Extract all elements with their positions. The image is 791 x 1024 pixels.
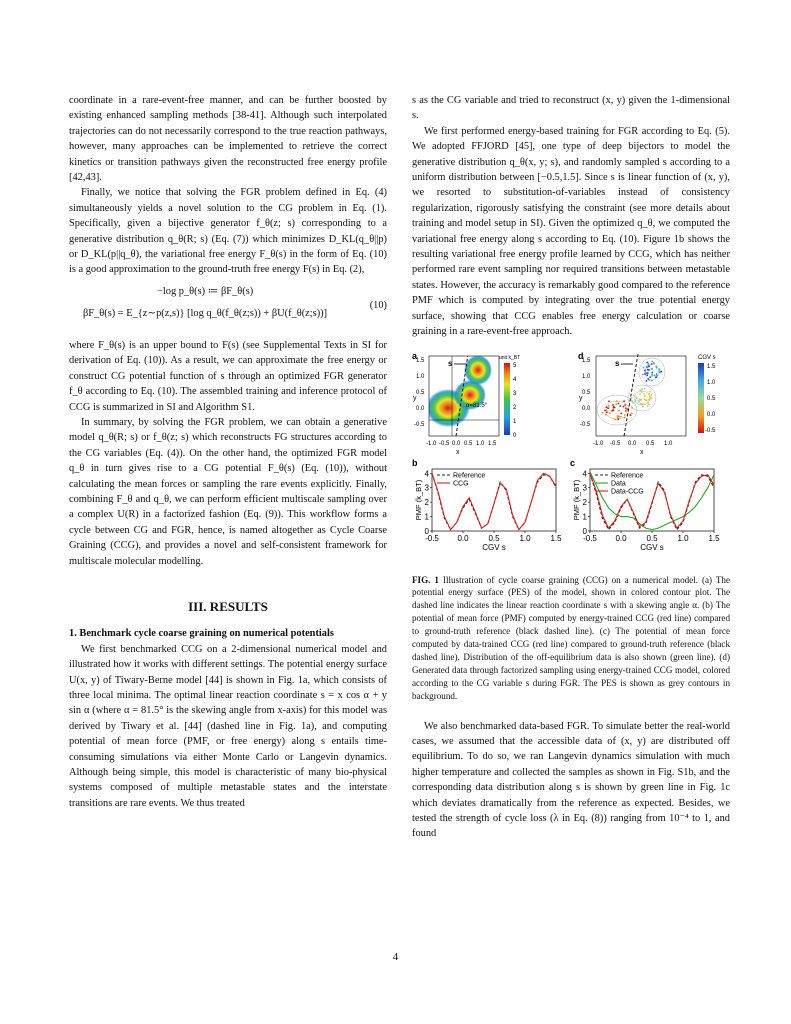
paragraph: We first benchmarked CCG on a 2-dimensional numerical model and illustrated how it works with different settings. The potential energy surface U(x, y) of Tiwary-Berne model [44] is shown in Fig. 1a, which consists of three local minima. The optimal linear reaction coordinate s = x cos α + y sin α (where α = 81.5° is the skewing angle from x-axis) for this model was derived by Tiwary et al. [44] (dashed line in Fig. 1a), and computing potential of mean force (PMF, or free energy) along s entails time-consuming simulations via either Monte Carlo or Langevin dynamics. Although being simple, this model is characteristic of many bio-physical systems composed of multiple metastable states and the interstate transitions are rare events. We thus treated	[69, 643, 387, 809]
sample-point	[624, 414, 626, 416]
x-tick: 0.0	[628, 440, 637, 447]
sample-point	[648, 392, 650, 394]
sample-point	[642, 403, 644, 405]
sample-point	[649, 398, 651, 400]
sample-point	[639, 393, 641, 395]
sample-point	[650, 396, 652, 398]
sample-point	[620, 415, 622, 417]
caption-label: FIG. 1	[412, 574, 439, 585]
colorbar-tick: 0	[513, 432, 517, 439]
x-tick-label: 0.0	[457, 533, 469, 543]
x-tick-label: 1.0	[677, 533, 689, 543]
sample-point	[605, 413, 607, 415]
x-tick: 0.5	[464, 440, 473, 447]
colorbar-tick: 5	[513, 362, 517, 369]
x-tick: 0.0	[452, 440, 461, 447]
y-tick-label: 2	[424, 497, 429, 507]
sample-point	[623, 405, 625, 407]
sample-point	[644, 395, 646, 397]
sample-point	[648, 403, 650, 405]
x-tick: 1.0	[476, 440, 485, 447]
sample-point	[609, 412, 611, 414]
panel-label-d: d	[578, 350, 584, 361]
y-axis-label: PMF (k_BT)	[414, 479, 423, 520]
sample-point	[647, 401, 649, 403]
sample-point	[615, 403, 617, 405]
sample-point	[640, 398, 642, 400]
x-tick-label: 0.5	[488, 533, 500, 543]
figure-1-caption	[412, 574, 730, 703]
y-tick-label: 1	[582, 512, 587, 522]
sample-point	[642, 373, 644, 375]
equation-10	[69, 282, 387, 336]
sample-point	[644, 373, 646, 375]
panel-label-a: a	[412, 350, 418, 361]
sample-point	[618, 409, 620, 411]
sample-point	[614, 418, 616, 420]
page-number: 4	[392, 951, 399, 963]
paragraph: where F_θ(s) is an upper bound to F(s) (see Supplemental Texts in SI for derivation of Eq. (10)). As a result, we can approximate the free energy or construct CG potential function of s through an optimized FGR generator f_θ according to Eq. (10). The assembled training and inference protocol of CCG is summarized in SI and Algorithm S1.	[69, 339, 387, 413]
sample-point	[620, 412, 622, 414]
x-axis-label: CGV s	[482, 542, 506, 552]
panel-a-colorbar-title: unit k_BT	[499, 354, 521, 361]
sample-point	[608, 400, 610, 402]
chart-frame	[432, 469, 556, 531]
caption-text: Illustration of cycle coarse graining (CCG) on a numerical model. (a) The potential energy surface (PES) of the model, shown in colored contour plot. The dashed line indicates the linear reaction coordinate s with a skewing angle α. (b) The potential of mean force (PMF) computed by energy-trained CCG (red line) compared to ground-truth reference (black dashed line). (c) The potential of mean force computed by data-trained CCG (red line) compared to ground-truth reference (black dashed line). Distribution of the off-equilibrium data is also shown (green line). (d) Generated data through factorized sampling using energy-trained CCG model, colored according to the CG variable s during FGR. The PES is shown as grey contours in background.	[412, 574, 730, 701]
figure-1-svg	[412, 348, 730, 570]
panel-d-colorbar-ticks	[705, 364, 716, 434]
sample-point	[611, 409, 613, 411]
paragraph: We first performed energy-based training for FGR according to Eq. (5). We adopted FFJORD [45], one type of deep bijectors to model the generative distribution q_θ(x, y; s), and randomly sampled s according to a uniform distribution between [−0.5,1.5]. Since s is linear function of (x, y), we resorted to substitution-of-variables instead of consistency regularization, rigorously satisfying the constraint (see more details about training and model setup in SI). Given the optimized q_θ, we computed the variational free energy along s according to Eq. (10). Figure 1b shows the resulting variational free energy profile learned by CCG, which has neither performed rare event sampling nor required transitions between metastable states. However, the accuracy is remarkably good compared to the reference PMF which is computed by integrating over the true potential energy surface, showing that CCG enables free energy calculation or coarse graining in a rare-event-free approach.	[412, 125, 730, 338]
sample-point	[624, 404, 626, 406]
panel-d-s-label: s	[615, 358, 620, 368]
sample-point	[648, 379, 650, 381]
y-tick: -0.5	[414, 421, 425, 428]
sample-point	[658, 368, 660, 370]
sample-point	[631, 412, 633, 414]
paragraph: s as the CG variable and tried to reconstruct (x, y) given the 1-dimensional s.	[412, 95, 730, 122]
x-tick: -0.5	[610, 440, 621, 447]
sample-point	[631, 407, 633, 409]
sample-point	[651, 363, 653, 365]
equation-line-1: −log p_θ(s) ≔ βF_θ(s)	[157, 285, 254, 297]
sample-point	[649, 376, 651, 378]
sample-point	[625, 407, 627, 409]
colorbar-tick: 3	[513, 390, 517, 397]
section-title: III. RESULTS	[188, 598, 268, 614]
paragraph: We also benchmarked data-based FGR. To simulate better the real-world cases, we assumed that the accessible data of (x, y) are distributed off equilibrium. To do so, we ran Langevin dynamics simulation with much higher temperature and collected the samples as shown in Fig. S1b, and the corresponding data distribution along s is shown by green line in Fig. 1c which deviates dramatically from the reference as expected. Besides, we tested the strength of cycle loss (λ in Eq. (8)) ranging from 10⁻⁴ to 1, and found	[412, 720, 730, 840]
colorbar-tick: 0.0	[707, 411, 716, 418]
panel-a-colorbar-ticks	[513, 363, 517, 439]
x-tick: 1.5	[488, 440, 497, 447]
panel-d-yticks	[580, 358, 591, 428]
panel-d-colorbar	[698, 363, 704, 433]
colorbar-tick: 1.5	[707, 363, 716, 370]
y-tick-label: 2	[582, 497, 587, 507]
sample-point	[617, 415, 619, 417]
sample-point	[653, 362, 655, 364]
legend-label: Data	[611, 480, 626, 487]
legend-label: CCG	[453, 480, 469, 487]
sample-point	[649, 390, 651, 392]
panel-label-c: c	[570, 457, 576, 468]
y-tick-label: 4	[582, 468, 587, 478]
sample-point	[651, 379, 653, 381]
colorbar-tick: 0.5	[707, 395, 716, 402]
paragraph: In summary, by solving the FGR problem, we can obtain a generative model q_θ(R; s) or f_θ(z; s) which reconstructs FG structures according to the CG variables (Eq. (4)). On the other hand, the optimized FGR model q_θ in turn gives rise to a CG potential F_θ(s) (Eq. (10)), without calculating the mean forces or sampling the rare events explicitly. Finally, combining F_θ and q_θ, we can perform efficient multiscale sampling over a complex U(R) in a factorized fashion (Eq. (9)). This workflow forms a cycle between CG and FGR, hence, is named altogether as Cycle Coarse Graining (CCG), and provides a novel and self-consistent framework for multiscale molecular modelling.	[69, 416, 387, 567]
sample-point	[632, 401, 634, 403]
sample-point	[612, 404, 614, 406]
sample-point	[608, 404, 610, 406]
colorbar-tick: 4	[513, 376, 517, 383]
sample-point	[640, 389, 642, 391]
x-axis-label: CGV s	[640, 542, 664, 552]
y-axis-label: PMF (k_BT)	[572, 479, 581, 520]
y-tick-label: 4	[424, 468, 429, 478]
panel-a-xlabel: x	[456, 448, 460, 456]
sample-point	[647, 405, 649, 407]
sample-point	[651, 368, 653, 370]
x-tick: 0.5	[646, 440, 655, 447]
sample-point	[623, 400, 625, 402]
sample-point	[656, 375, 658, 377]
y-tick-label: 0	[424, 526, 429, 536]
paragraph: coordinate in a rare-event-free manner, and can be further boosted by existing enhanced sampling methods [38-41]. Although such interpolated trajectories can do not necessarily correspond to the true reaction pathways, however, many approaches can be implemented to retrieve the correct kinetics or transition pathways given the reconstructed free energy profile [42,43].	[69, 95, 387, 184]
y-tick: 1.0	[582, 373, 591, 380]
equation-number: (10)	[369, 299, 387, 311]
sample-point	[651, 374, 653, 376]
sample-point	[654, 374, 656, 376]
sample-point	[642, 405, 644, 407]
colorbar-tick: 2	[513, 404, 517, 411]
sample-point	[644, 387, 646, 389]
panel-a-yticks	[414, 358, 425, 428]
x-tick: -1.0	[593, 440, 604, 447]
sample-point	[648, 362, 650, 364]
sample-point	[638, 398, 640, 400]
sample-point	[647, 399, 649, 401]
sample-point	[646, 372, 648, 374]
panel-a-colorbar	[504, 363, 510, 435]
sample-point	[636, 397, 638, 399]
sample-point	[624, 416, 626, 418]
equation-line-2: βF_θ(s) = E_{z∼p(z,s)} [log q_θ(f_θ(z;s)) + βU(f_θ(z;s))]	[83, 307, 328, 319]
chart-panel-b	[414, 469, 562, 552]
sample-point	[618, 402, 620, 404]
panel-a-xticks	[426, 441, 497, 447]
y-tick-label: 3	[424, 483, 429, 493]
sample-point	[643, 393, 645, 395]
sample-point	[656, 373, 658, 375]
x-tick-label: -0.5	[425, 533, 439, 543]
sample-point	[647, 368, 649, 370]
subsection-title: 1. Benchmark cycle coarse graining on numerical potentials	[69, 628, 334, 640]
sample-point	[606, 409, 608, 411]
x-tick-label: 1.5	[708, 533, 720, 543]
legend-label: Data-CCG	[611, 488, 644, 495]
y-tick: 0.0	[582, 405, 591, 412]
y-tick: 0.5	[416, 389, 425, 396]
sample-point	[656, 366, 658, 368]
chart-frame	[590, 469, 714, 531]
panel-d-xticks	[593, 441, 673, 447]
panel-d-ylabel: y	[579, 394, 583, 402]
right-column	[412, 93, 730, 842]
panel-d-colorbar-title: CGV s	[698, 354, 716, 361]
sample-point	[646, 374, 648, 376]
sample-point	[645, 399, 647, 401]
y-tick: 1.5	[582, 357, 591, 364]
sample-point	[634, 400, 636, 402]
x-tick-label: 1.0	[519, 533, 531, 543]
sample-point	[602, 411, 604, 413]
sample-point	[633, 394, 635, 396]
sample-point	[606, 406, 608, 408]
sample-point	[651, 371, 653, 373]
left-column	[69, 93, 387, 811]
sample-point	[631, 397, 633, 399]
panel-a-contour	[426, 354, 499, 436]
figure-1	[412, 348, 730, 570]
y-tick: 1.0	[416, 373, 425, 380]
sample-point	[646, 380, 648, 382]
colorbar-tick: 1	[513, 418, 517, 425]
y-tick: -0.5	[580, 421, 591, 428]
panel-label-b: b	[412, 457, 418, 468]
sample-point	[641, 388, 643, 390]
panel-d-xlabel: x	[640, 448, 644, 456]
sample-point	[640, 403, 642, 405]
x-tick-label: 0.0	[615, 533, 627, 543]
x-tick: -1.0	[426, 440, 437, 447]
y-tick: 1.5	[416, 357, 425, 364]
chart-panel-c	[572, 469, 720, 552]
y-tick: 0.5	[582, 389, 591, 396]
sample-point	[616, 400, 618, 402]
sample-point	[650, 394, 652, 396]
sample-point	[648, 365, 650, 367]
x-tick: -0.5	[439, 440, 450, 447]
x-tick-label: -0.5	[583, 533, 597, 543]
sample-point	[643, 366, 645, 368]
sample-point	[613, 406, 615, 408]
sample-point	[644, 369, 646, 371]
sample-point	[660, 370, 662, 372]
sample-point	[638, 401, 640, 403]
sample-point	[617, 418, 619, 420]
sample-point	[630, 414, 632, 416]
sample-point	[645, 371, 647, 373]
sample-point	[626, 409, 628, 411]
colorbar-tick: -0.5	[705, 427, 716, 434]
y-tick-label: 3	[582, 483, 587, 493]
y-tick-label: 0	[582, 526, 587, 536]
legend-label: Reference	[453, 472, 486, 479]
y-tick-label: 1	[424, 512, 429, 522]
sample-point	[649, 395, 651, 397]
sample-point	[651, 360, 653, 362]
panel-a-s-label: s	[448, 358, 453, 368]
y-tick: 0.0	[416, 405, 425, 412]
legend-label: Reference	[611, 472, 644, 479]
sample-point	[612, 409, 614, 411]
colorbar-tick: 1.0	[707, 379, 716, 386]
sample-point	[619, 405, 621, 407]
x-tick-label: 1.5	[550, 533, 562, 543]
x-tick: 1.0	[664, 440, 673, 447]
x-tick-label: 0.5	[646, 533, 658, 543]
paragraph: Finally, we notice that solving the FGR problem defined in Eq. (4) simultaneously yields a novel solution to the CG problem in Eq. (1). Specifically, given a bijective generator f_θ(z; s) corresponding to a generative distribution q_θ(R; s) (Eq. (7)) which minimizes D_KL(q_θ||p) or D_KL(p||q_θ), the variational free energy F_θ(s) in the form of Eq. (10) is a good approximation to the ground-truth free energy F(s) in Eq. (2),	[69, 187, 387, 276]
sample-point	[606, 411, 608, 413]
panel-a-ylabel: y	[413, 394, 417, 402]
sample-point	[607, 407, 609, 409]
panel-a-angle-label: α=81.5°	[466, 402, 488, 409]
